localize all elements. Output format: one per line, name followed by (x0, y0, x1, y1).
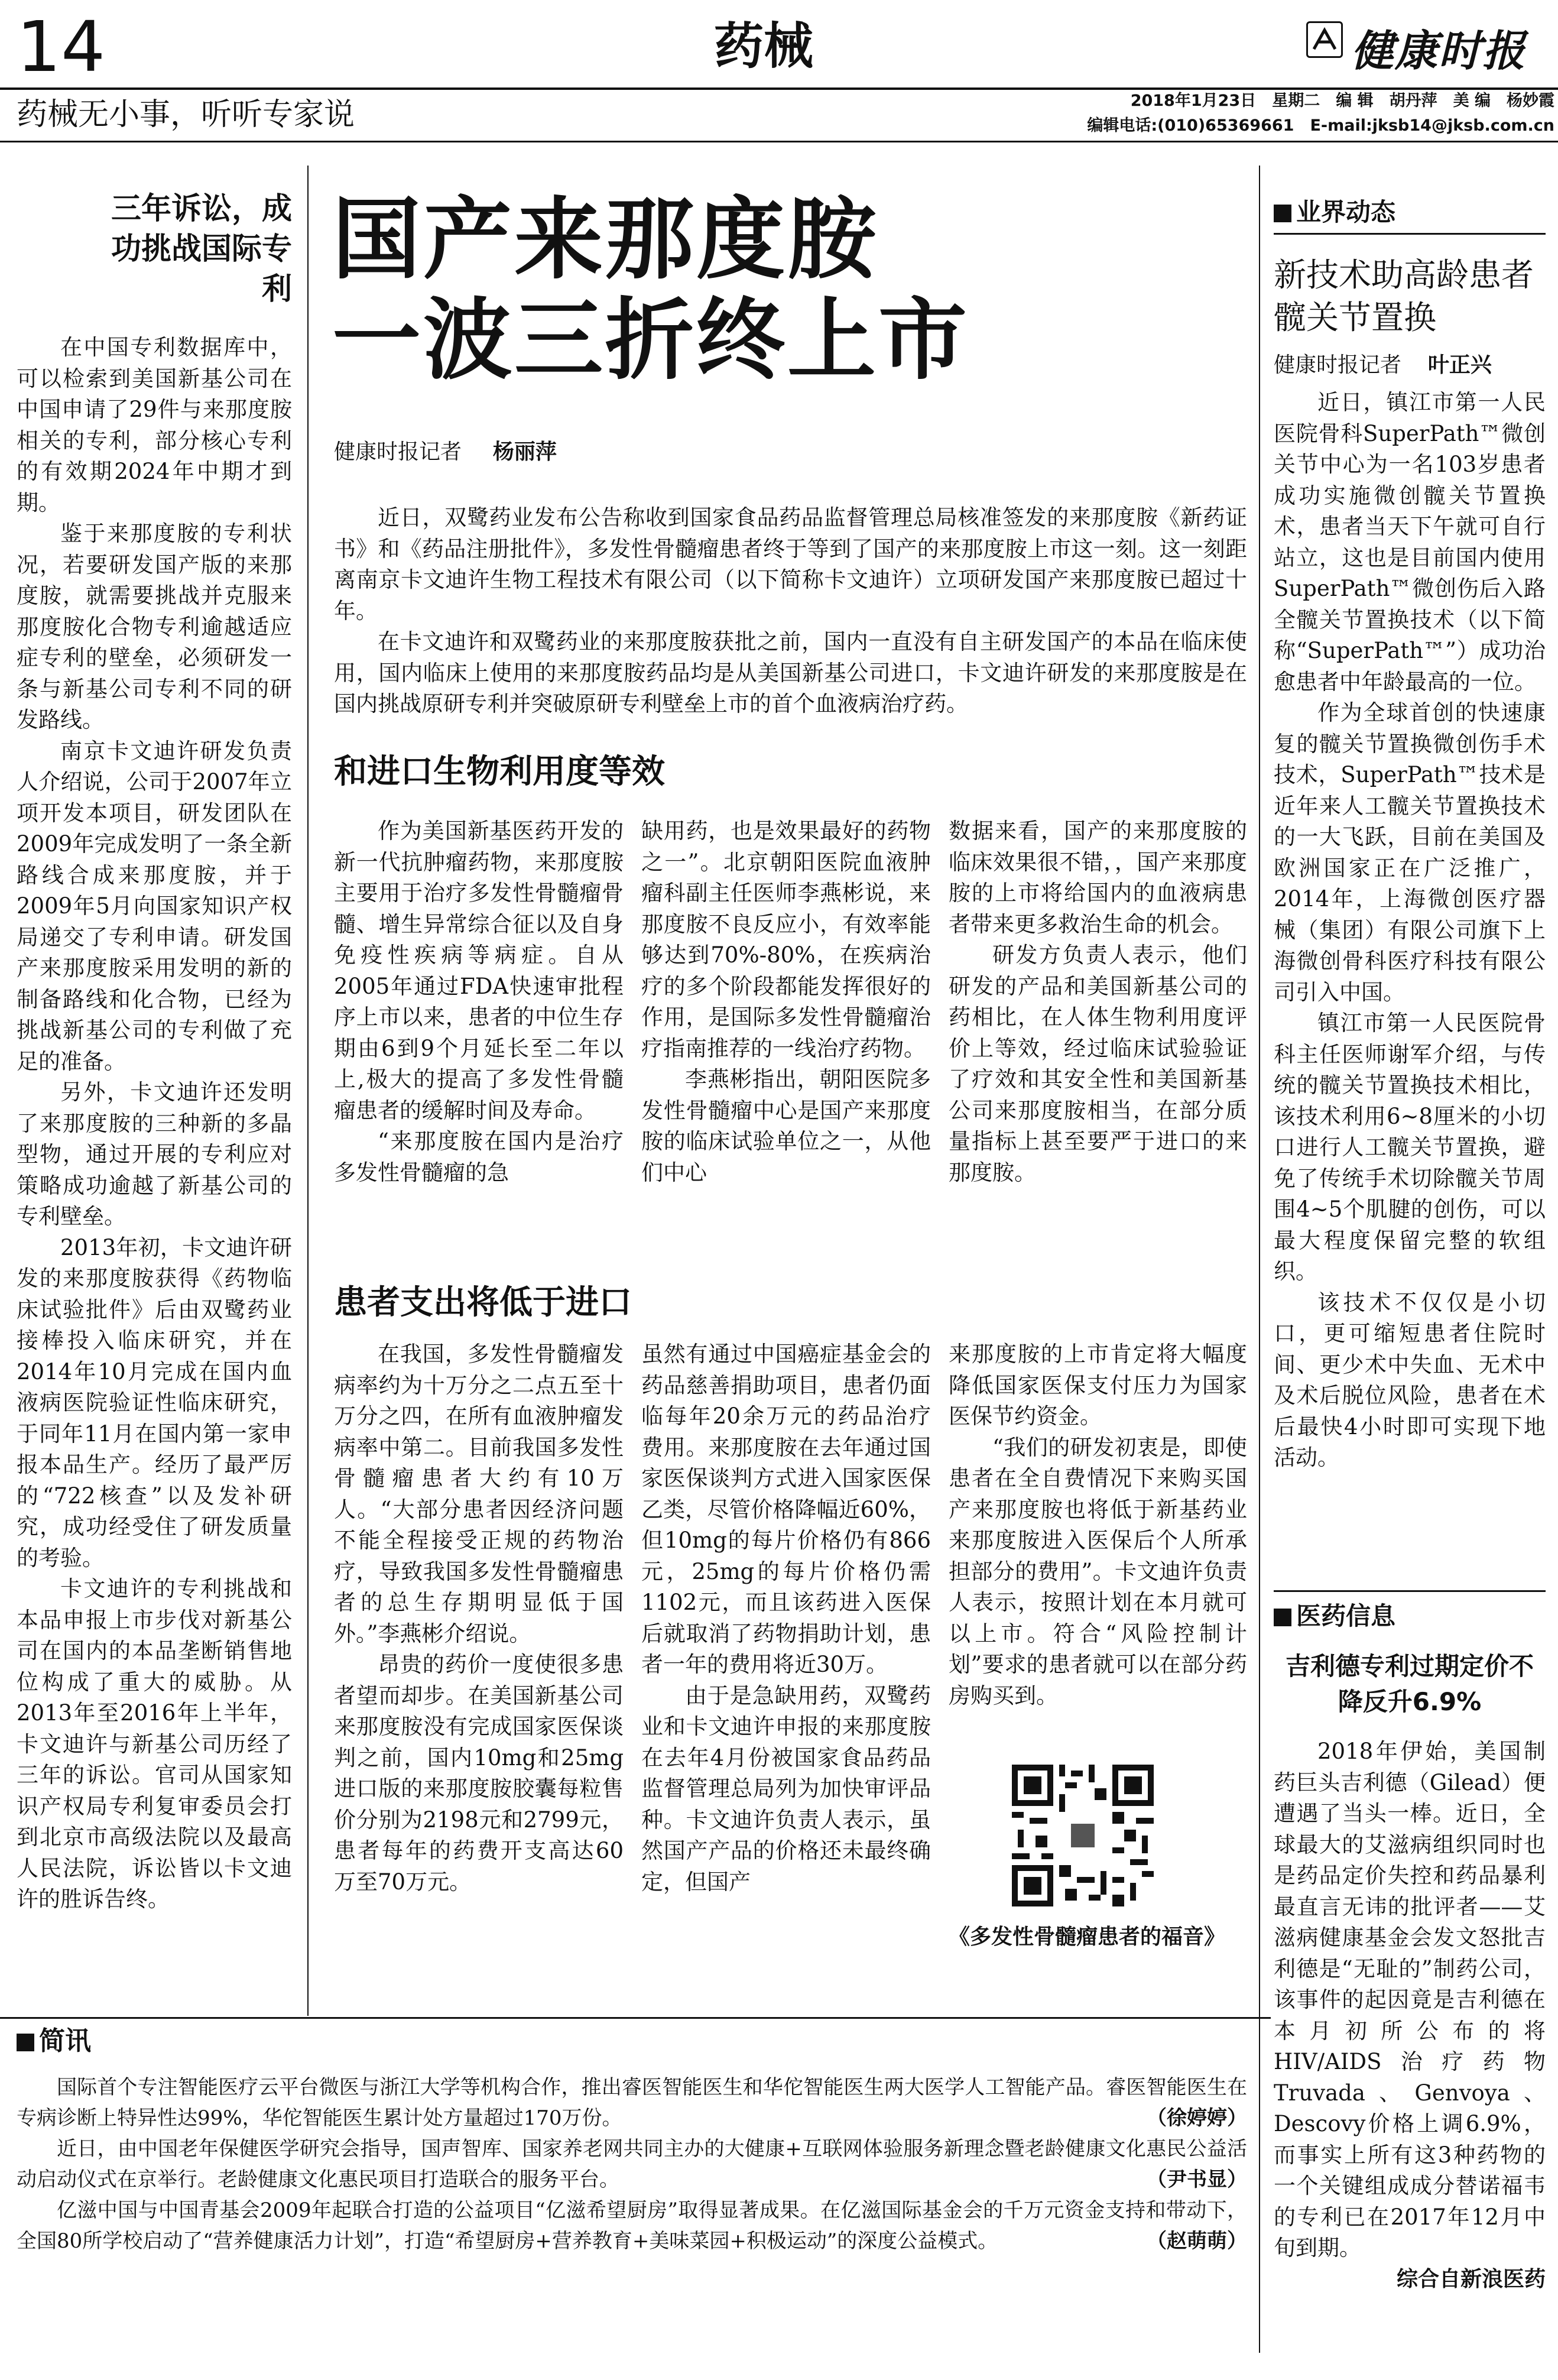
main-byline: 健康时报记者 杨丽萍 (334, 440, 557, 464)
section-heading: 和进口生物利用度等效 (334, 753, 665, 791)
headline-line-1: 国产来那度胺 (332, 187, 879, 291)
section-heading: 患者支出将低于进口 (334, 1283, 632, 1322)
section1-column-3: 数据来看，国产的来那度胺的临床效果很不错，，国产来那度胺的上市将给国内的血液病患者带来更多救治生命的机会。 研发方负责人表示，他们研发的产品和美国新基公司的药相比，在人体生物利用度评价上等效，经过临床试验验证了疗效和其安全性和美国新基公司来那度胺相当，在部分质量指标上甚至要严于进口的来那度胺。 (949, 818, 1247, 1185)
section1-column-1: 作为美国新基医药开发的新一代抗肿瘤药物，来那度胺主要用于治疗多发性骨髓瘤骨髓、增生异常综合征以及自身免疫性疾病等病症。自从2005年通过FDA快速审批程序上市以来，患者的中位生存期由6到9个月延长至二年以上,极大的提高了多发性骨髓瘤患者的缓解时间及寿命。 “来那度胺在国内是治疗多发性骨髓瘤的急 (334, 818, 624, 1185)
lead-paragraph: 近日，双鹭药业发布公告称收到国家食品药品监督管理总局核准签发的来那度胺《新药证书》和《药品注册批件》，多发性骨髓瘤患者终于等到了国产的来那度胺上市这一刻。这一刻距离南京卡文迪许生物工程技术有限公司（以下简称卡文迪许）立项研发国产来那度胺已超过十年。 (334, 505, 1247, 624)
date-line: 2018年1月23日 星期二 编 辑 胡丹萍 美 编 杨妙霞 (1130, 92, 1554, 110)
industry-heading: 业界动态 (1274, 195, 1546, 235)
left-paragraph: 2013年初，卡文迪许研发的来那度胺获得《药物临床试验批件》后由双鹭药业接棒投入临床研究，并在2014年10月完成在国内血液病医院验证性临床研究，于同年11月在国内第一家申报本品生产。经历了最严厉的“722核查”以及发补研究，成功经受住了研发质量的考验。 (17, 1234, 292, 1571)
masthead-logo (1306, 12, 1549, 76)
industry-title: 新技术助高龄患者髋关节置换 (1274, 256, 1534, 336)
section-marker-icon (17, 2034, 34, 2051)
pharma-heading: 医药信息 (1274, 1590, 1546, 1633)
section-title: 药械 (714, 17, 814, 75)
brief-item: 亿滋中国与中国青基会2009年起联合打造的公益项目“亿滋希望厨房”取得显著成果。在亿滋国际基金会的千万元资金支持和带动下，全国80所学校启动了“营养健康活力计划”，打造“希望厨房+营养教育+美味菜园+积极运动”的深度公益模式。 （赵萌萌） (17, 2199, 1247, 2253)
left-article (17, 189, 292, 1915)
contact-line: 编辑电话:(010)65369661 E-mail:jksb14@jksb.com.cn (1087, 116, 1554, 135)
section2-column-1: 在我国，多发性骨髓瘤发病率约为十万分之二点五至十万分之四，在所有血液肿瘤发病率中第二。目前我国多发性骨髓瘤患者大约有10万人。“大部分患者因经济问题不能全程接受正规的药物治疗，导致我国多发性骨髓瘤患者的总生存期明显低于国外。”李燕彬介绍说。 昂贵的药价一度使很多患者望而却步。在美国新基公司来那度胺没有完成国家医保谈判之前，国内10mg和25mg进口版的来那度胺胶囊每粒售价分别为2198元和2799元，患者每年的药费开支高达60万至70万元。 (334, 1341, 624, 1895)
headline-line-2: 一波三折终上市 (332, 288, 970, 392)
pharma-title: 吉利德专利过期定价不降反升6.9% (1285, 1652, 1534, 1716)
left-paragraph: 卡文迪许的专利挑战和本品申报上市步伐对新基公司在国内的本品垄断销售地位构成了重大的威胁。从2013年至2016年上半年，卡文迪许与新基公司历经了三年的诉讼。官司从国家知识产权局专利复审委员会打到北京市高级法院以及最高人民法院，诉讼皆以卡文迪许的胜诉告终。 (17, 1576, 292, 1912)
logo-text: 健康时报 (1351, 25, 1527, 76)
main-headline (332, 189, 1041, 390)
left-paragraph: 鉴于来那度胺的专利状况，若要研发国产版的来那度胺，就需要挑战并克服来那度胺化合物专利逾越适应症专利的壁垒，必须研发一条与新基公司专利不同的研发路线。 (17, 521, 292, 732)
pharma-news: 医药信息 吉利德专利过期定价不降反升6.9% 2018年伊始，美国制药巨头吉利德（Gilead）便遭遇了当头一棒。近日，全球最大的艾滋病组织同时也是药品定价失控和药品暴利最直言无讳的批评者——艾滋病健康基金会发文怒批吉利德是“无耻的”制药公司，该事件的起因竟是吉利德在本月初所公布的将HIV/AIDS治疗药物Truvada、Genvoya、Descovy价格上调6.9%，而事实上所有这3种药物的一个关键组成成分替诺福韦的专利已在2017年12月中旬到期。 综合自新浪医药 (1274, 1590, 1546, 2295)
page-number: 14 (17, 6, 106, 87)
brief-list (17, 2072, 1247, 2256)
section-marker-icon (1274, 205, 1291, 222)
section-marker-icon (1274, 1609, 1291, 1626)
brief-heading: 简讯 (17, 2025, 91, 2058)
brief-item: 国际首个专注智能医疗云平台微医与浙江大学等机构合作，推出睿医智能医生和华佗智能医生两大医学人工智能产品。睿医智能医生在专病诊断上特异性达99%，华佗智能医生累计处方量超过170万份。 （徐婷婷） (17, 2076, 1247, 2130)
logo-emblem-icon (1306, 21, 1343, 58)
qr-caption: 《多发性骨髓瘤患者的福音》 (949, 1924, 1226, 1949)
qr-code[interactable] (1012, 1765, 1154, 1906)
lead-paragraph: 在卡文迪许和双鹭药业的来那度胺获批之前，国内一直没有自主研发国产的本品在临床使用，国内临床上使用的来那度胺药品均是从美国新基公司进口，卡文迪许研发的来那度胺是在国内挑战原研专利并突破原研专利壁垒上市的首个血液病治疗药。 (334, 629, 1247, 716)
left-paragraph: 南京卡文迪许研发负责人介绍说，公司于2007年立项开发本项目，研发团队在2009年完成发明了一条全新路线合成来那度胺，并于2009年5月向国家知识产权局递交了专利申请。研发国产来那度胺采用发明的新的制备路线和化合物，已经为挑战新基公司的专利做了充足的准备。 (17, 738, 292, 1074)
pharma-source: 综合自新浪医药 (1396, 2266, 1546, 2291)
left-article-title: 三年诉讼，成功挑战国际专利 (111, 192, 292, 307)
section2-column-2: 虽然有通过中国癌症基金会的药品慈善捐助项目，患者仍面临每年20余万元的药品治疗费用。来那度胺在去年通过国家医保谈判方式进入国家医保乙类，尽管价格降幅近60%，但10mg的每片价格仍有866元，25mg的每片价格仍需1102元，而且该药进入医保后就取消了药物捐助计划，患者一年的费用将近30万。 由于是急缺用药，双鹭药业和卡文迪许申报的来那度胺在去年4月份被国家食品药品监督管理总局列为加快审评品种。卡文迪许负责人表示，虽然国产产品的价格还未最终确定，但国产 (641, 1341, 931, 1895)
industry-byline: 健康时报记者 叶正兴 (1274, 353, 1492, 377)
main-lead (334, 502, 1247, 720)
left-paragraph: 另外，卡文迪许还发明了来那度胺的三种新的多晶型物，通过开展的专利应对策略成功逾越了新基公司的专利壁垒。 (17, 1079, 292, 1229)
slogan: 药械无小事，听听专家说 (17, 97, 355, 132)
brief-item: 近日，由中国老年保健医学研究会指导，国声智库、国家养老网共同主办的大健康+互联网体验服务新理念暨老龄健康文化惠民公益活动启动仪式在京举行。老龄健康文化惠民项目打造联合的服务平台。 （尹书显） (17, 2137, 1247, 2191)
industry-news: 业界动态 新技术助高龄患者髋关节置换 健康时报记者 叶正兴 近日，镇江市第一人民医院骨科SuperPath™微创关节中心为一名103岁患者成功实施微创髋关节置换术，患者当天下午就可自行站立，这也是目前国内使用SuperPath™微创伤后入路全髋关节置换技术（以下简称“SuperPath™”）成功治愈患者中年龄最高的一位。 作为全球首创的快速康复的髋关节置换微创伤手术技术，SuperPath™技术是近年来人工髋关节置换技术的一大飞跃，目前在美国及欧洲国家正在广泛推广，2014年，上海微创医疗器械（集团）有限公司旗下上海微创骨科医疗科技有限公司引入中国。 镇江市第一人民医院骨科主任医师谢军介绍，与传统的髋关节置换技术相比，该技术利用6~8厘米的小切口进行人工髋关节置换，避免了传统手术切除髋关节周围4~5个肌腱的创伤，可以最大程度保留完整的软组织。 该技术不仅仅是小切口，更可缩短患者住院时间、更少术中失血、无术中及术后脱位风险，患者在术后最快4小时即可实现下地活动。 (1274, 195, 1546, 1474)
section1-column-2: 缺用药，也是效果最好的药物之一”。北京朝阳医院血液肿瘤科副主任医师李燕彬说，来那度胺不良反应小，有效率能够达到70%-80%，在疾病治疗的多个阶段都能发挥很好的作用，是国际多发性骨髓瘤治疗指南推荐的一线治疗药物。 李燕彬指出，朝阳医院多发性骨髓瘤中心是国产来那度胺的临床试验单位之一，从他们中心 (641, 818, 931, 1185)
left-paragraph: 在中国专利数据库中，可以检索到美国新基公司在中国申请了29件与来那度胺相关的专利，部分核心专利的有效期2024年中期才到期。 (17, 335, 292, 515)
section2-column-3: 来那度胺的上市肯定将大幅度降低国家医保支付压力为国家医保节约资金。 “我们的研发初衷是，即使患者在全自费情况下来购买国产来那度胺也将低于新基药业来那度胺进入医保后个人所承担部分的费用”。卡文迪许负责人表示，按照计划在本月就可以上市。符合“风险控制计划”要求的患者就可以在部分药房购买到。 (949, 1341, 1247, 1708)
